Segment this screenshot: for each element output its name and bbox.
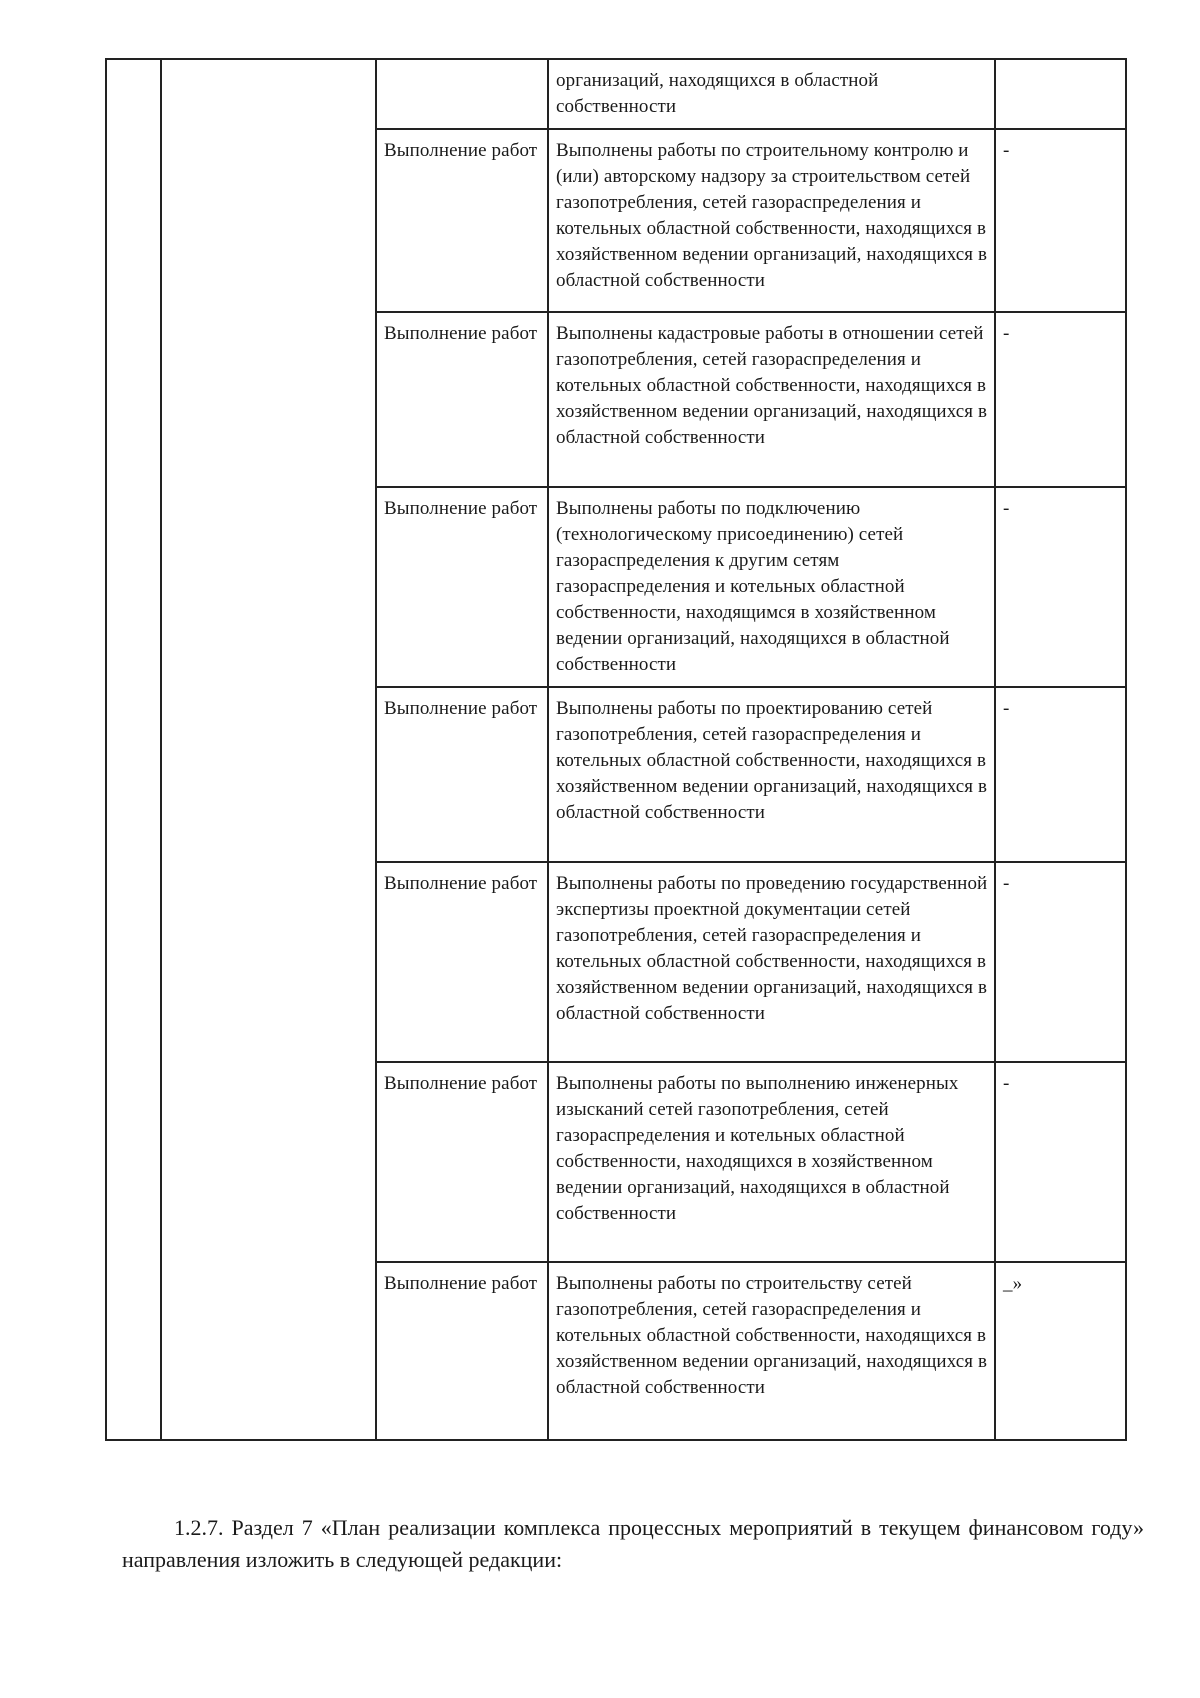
table-cell-type: Выполнение работ: [376, 1262, 548, 1440]
table-cell-type: [376, 59, 548, 129]
section-paragraph: 1.2.7. Раздел 7 «План реализации комплекса процессных мероприятий в текущем финансовом году» направления изложить в следующей редакции:: [122, 1515, 1144, 1572]
table-cell-description: Выполнены работы по выполнению инженерных изысканий сетей газопотребления, сетей газораспределения и котельных областной собственности, находящихся в хозяйственном ведении организаций, находящихся в областной собственности: [548, 1062, 995, 1262]
table-cell-type: Выполнение работ: [376, 687, 548, 862]
table-cell-description: Выполнены работы по подключению (технологическому присоединению) сетей газораспределения к другим сетям газораспределения и котельных областной собственности, находящимся в хозяйственном ведении организаций, находящихся в областной собственности: [548, 487, 995, 687]
table-cell-description: Выполнены работы по строительству сетей газопотребления, сетей газораспределения и котельных областной собственности, находящихся в хозяйственном ведении организаций, находящихся в областной собственности: [548, 1262, 995, 1440]
table-cell-value: -: [995, 487, 1126, 687]
table-cell-value: -: [995, 129, 1126, 312]
table-cell-value: -: [995, 687, 1126, 862]
table-cell-value: -: [995, 862, 1126, 1062]
table-cell-type: Выполнение работ: [376, 1062, 548, 1262]
table-cell-type: Выполнение работ: [376, 312, 548, 487]
table-cell-description: Выполнены работы по проектированию сетей газопотребления, сетей газораспределения и котельных областной собственности, находящихся в хозяйственном ведении организаций, находящихся в областной собственности: [548, 687, 995, 862]
document-table-container: [105, 58, 1125, 1463]
table-row: [106, 59, 1126, 129]
table-cell-type: Выполнение работ: [376, 129, 548, 312]
table-cell-value: -: [995, 312, 1126, 487]
table-cell-number: [106, 59, 161, 1440]
table-cell-value: -: [995, 1062, 1126, 1262]
table-cell-description: Выполнены работы по строительному контролю и (или) авторскому надзору за строительством сетей газопотребления, сетей газораспределения и котельных областной собственности, находящихся в хозяйственном ведении организаций, находящихся в областной собственности: [548, 129, 995, 312]
table-cell-value: [995, 59, 1126, 129]
table-cell-description: Выполнены работы по проведению государственной экспертизы проектной документации сетей газопотребления, сетей газораспределения и котельных областной собственности, находящихся в хозяйственном ведении организаций, находящихся в областной собственности: [548, 862, 995, 1062]
results-table: [105, 58, 1127, 1441]
table-cell-value: _»: [995, 1262, 1126, 1440]
table-cell-description: Выполнены кадастровые работы в отношении сетей газопотребления, сетей газораспределения и котельных областной собственности, находящихся в хозяйственном ведении организаций, находящихся в областной собственности: [548, 312, 995, 487]
table-cell-type: Выполнение работ: [376, 487, 548, 687]
table-cell-name: [161, 59, 376, 1440]
table-cell-description: организаций, находящихся в областной собственности: [548, 59, 995, 129]
table-cell-type: Выполнение работ: [376, 862, 548, 1062]
